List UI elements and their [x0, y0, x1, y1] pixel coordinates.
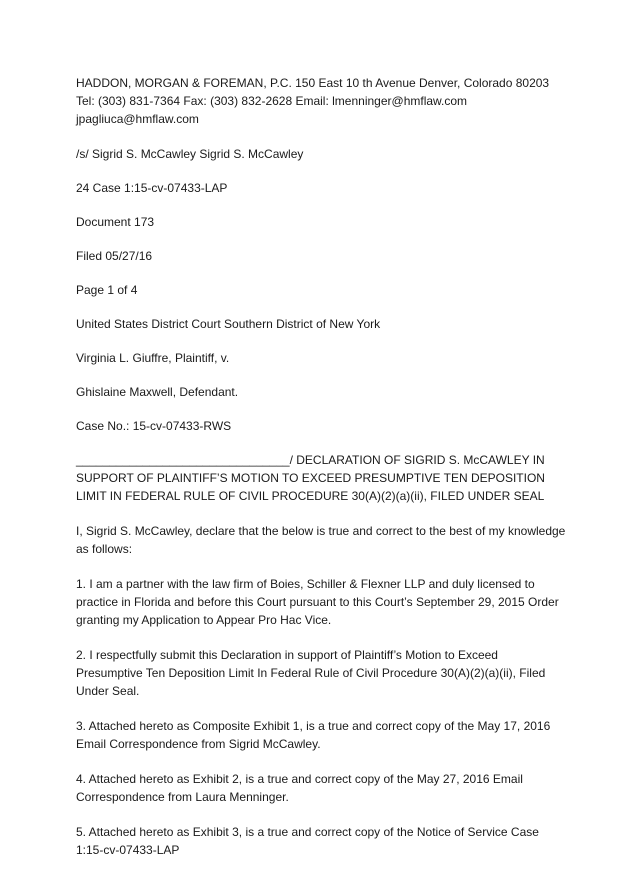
case-line: 24 Case 1:15-cv-07433-LAP: [76, 181, 228, 195]
plaintiff-line: Virginia L. Giuffre, Plaintiff, v.: [76, 351, 230, 365]
document-body: [76, 74, 566, 876]
signature-line: /s/ Sigrid S. McCawley Sigrid S. McCawley: [76, 147, 304, 161]
intro-paragraph: I, Sigrid S. McCawley, declare that the below is true and correct to the best of my knowledge as follows:: [76, 524, 566, 556]
numbered-paragraph: 2. I respectfully submit this Declaration in support of Plaintiff’s Motion to Exceed Presumptive Ten Deposition Limit In Federal Rule of Civil Procedure 30(A)(2)(a)(ii), Filed Under Seal.: [76, 648, 546, 698]
numbered-paragraph: 4. Attached hereto as Exhibit 2, is a true and correct copy of the May 27, 2016 Email Correspondence from Laura Menninger.: [76, 772, 523, 804]
case-number: Case No.: 15-cv-07433-RWS: [76, 419, 232, 433]
firm-header: HADDON, MORGAN & FOREMAN, P.C. 150 East 10 th Avenue Denver, Colorado 80203 Tel: (303) 831-7364 Fax: (303) 832-2628 Email: lmenninger@hmflaw.com jpagliuca@hmflaw.com: [76, 76, 550, 126]
numbered-paragraph: 5. Attached hereto as Exhibit 3, is a true and correct copy of the Notice of Service Case 1:15-cv-07433-LAP: [76, 825, 539, 857]
court-name: United States District Court Southern District of New York: [76, 317, 381, 331]
page-number: Page 1 of 4: [76, 283, 138, 297]
document-number: Document 173: [76, 215, 155, 229]
declaration-title: ________________________________/ DECLARATION OF SIGRID S. McCAWLEY IN SUPPORT OF PLAINTIFF’S MOTION TO EXCEED PRESUMPTIVE TEN DEPOSITION LIMIT IN FEDERAL RULE OF CIVIL PROCEDURE 30(A)(2)(a)(ii), FILED UNDER SEAL: [76, 453, 545, 503]
numbered-paragraph: 1. I am a partner with the law firm of Boies, Schiller & Flexner LLP and duly licensed to practice in Florida and before this Court pursuant to this Court’s September 29, 2015 Order granting my Application to Appear Pro Hac Vice.: [76, 577, 559, 627]
defendant-line: Ghislaine Maxwell, Defendant.: [76, 385, 239, 399]
numbered-paragraph: 3. Attached hereto as Composite Exhibit 1, is a true and correct copy of the May 17, 2016 Email Correspondence from Sigrid McCawley.: [76, 719, 551, 751]
filed-date: Filed 05/27/16: [76, 249, 153, 263]
